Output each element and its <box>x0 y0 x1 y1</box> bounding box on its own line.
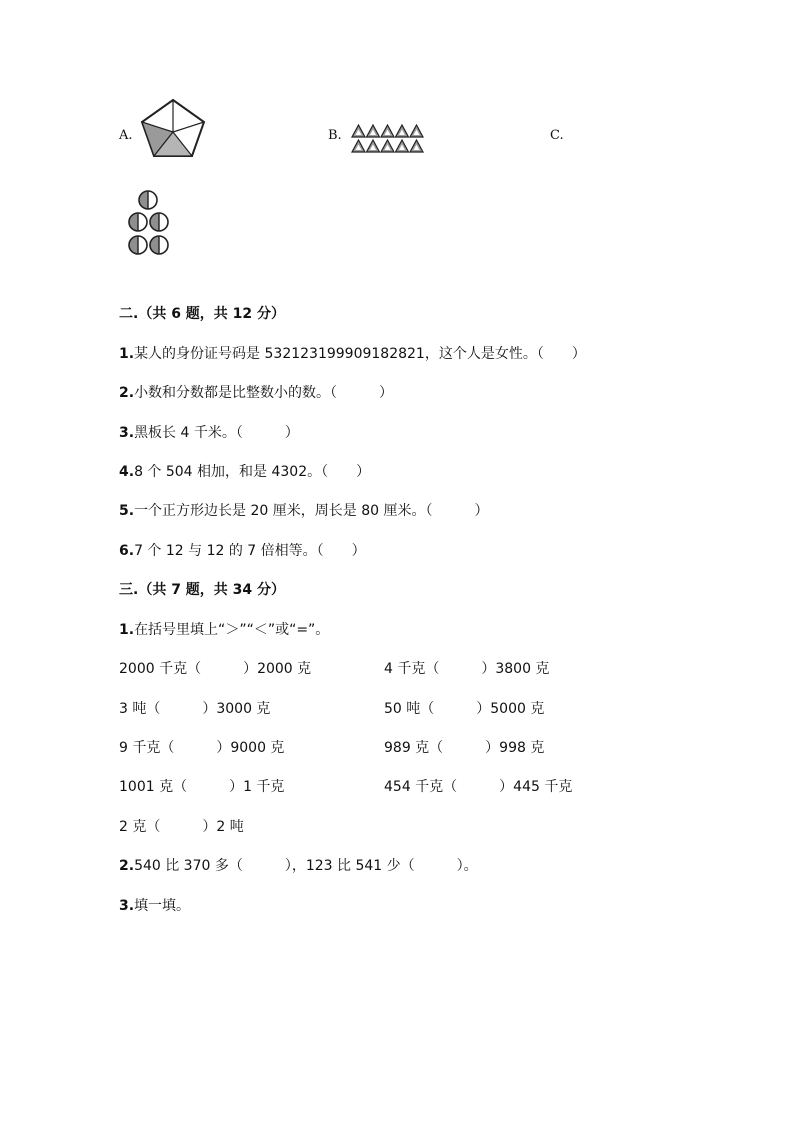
circles-figure <box>126 190 174 258</box>
question-3-3: 3.填一填。 <box>119 898 191 914</box>
half-circle-shape <box>129 213 147 231</box>
question-2-6: 6.7 个 12 与 12 的 7 倍相等。（ ） <box>119 543 366 559</box>
half-circle-shape <box>150 213 168 231</box>
question-3-2: 2.540 比 370 多（ ），123 比 541 少（ ）。 <box>119 858 478 874</box>
compare-item: 4 千克（ ）3800 克 <box>384 661 550 677</box>
question-3-1: 1.在括号里填上“＞”“＜”或“=”。 <box>119 622 330 638</box>
question-2-1: 1.某人的身份证号码是 532123199909182821，这个人是女性。（ ） <box>119 346 586 362</box>
compare-item: 2 克（ ）2 吨 <box>119 819 244 835</box>
option-c-label: C. <box>550 128 564 143</box>
compare-item: 454 千克（ ）445 千克 <box>384 779 573 795</box>
section-2-heading: 二.（共 6 题，共 12 分） <box>119 306 286 322</box>
section-3-heading: 三.（共 7 题，共 34 分） <box>119 582 286 598</box>
triangles-figure <box>350 124 426 156</box>
compare-item: 2000 千克（ ）2000 克 <box>119 661 312 677</box>
compare-item: 1001 克（ ）1 千克 <box>119 779 285 795</box>
question-2-4: 4.8 个 504 相加，和是 4302。（ ） <box>119 464 371 480</box>
compare-item: 3 吨（ ）3000 克 <box>119 701 271 717</box>
option-a-label: A. <box>119 128 133 143</box>
compare-item: 989 克（ ）998 克 <box>384 740 545 756</box>
pentagon-figure <box>138 96 208 160</box>
question-2-2: 2.小数和分数都是比整数小的数。（ ） <box>119 385 394 401</box>
compare-item: 9 千克（ ）9000 克 <box>119 740 285 756</box>
half-circle-shape <box>150 236 168 254</box>
half-circle-shape <box>129 236 147 254</box>
compare-item: 50 吨（ ）5000 克 <box>384 701 545 717</box>
question-2-3: 3.黑板长 4 千米。（ ） <box>119 425 299 441</box>
half-circle-shape <box>139 191 157 209</box>
option-b-label: B. <box>328 128 342 143</box>
question-2-5: 5.一个正方形边长是 20 厘米，周长是 80 厘米。（ ） <box>119 503 489 519</box>
